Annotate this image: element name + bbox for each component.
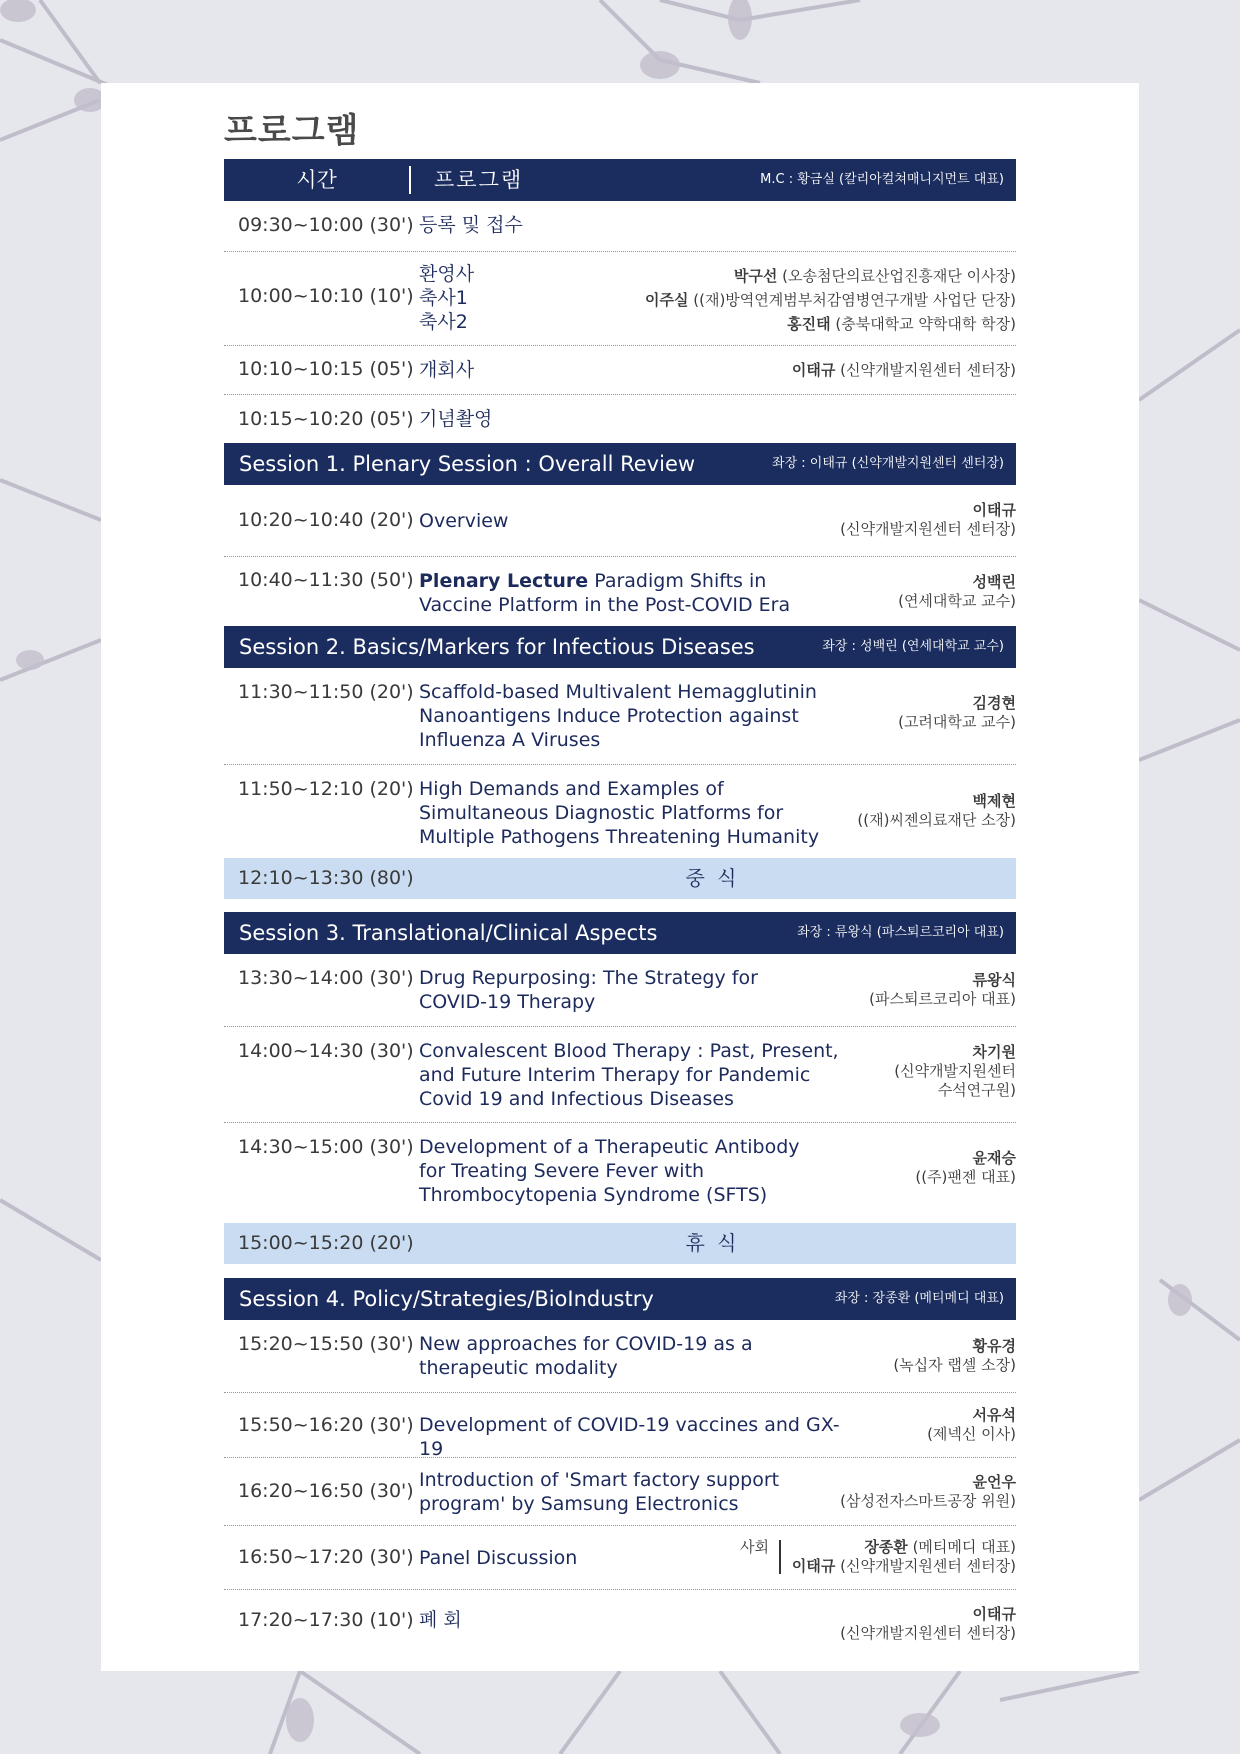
table-row — [224, 1123, 1016, 1219]
row-title: New approaches for COVID-19 as a therapeutic modality — [419, 1333, 753, 1379]
row-speaker — [876, 1043, 1016, 1100]
congrats-line-1: 축사1 — [419, 287, 468, 309]
speaker-name: 이태규 — [972, 501, 1016, 519]
row-time: 10:20~10:40 (20') — [238, 509, 414, 531]
speaker-org: (제넥신 이사) — [927, 1425, 1016, 1443]
row-time: 15:20~15:50 (30') — [238, 1333, 414, 1355]
panel-speakers — [792, 1538, 1016, 1576]
row-time: 09:30~10:00 (30') — [238, 214, 414, 236]
table-row — [224, 346, 1016, 395]
break-label: 휴 식 — [685, 1231, 740, 1255]
row-title: 기념촬영 — [419, 408, 493, 430]
row-time: 11:50~12:10 (20') — [238, 778, 414, 800]
row-speaker — [893, 1337, 1016, 1375]
speaker-org: ((주)팬젠 대표) — [915, 1168, 1016, 1186]
row-time: 17:20~17:30 (10') — [238, 1609, 414, 1631]
panel-discussion-row — [224, 1526, 1016, 1590]
speaker-org: (신약개발지원센터 수석연구원) — [894, 1062, 1016, 1099]
session-4-bar — [224, 1278, 1016, 1320]
header-program: 프로그램 — [434, 168, 524, 192]
session-chair: 좌장 : 성백린 (연세대학교 교수) — [822, 639, 1004, 654]
row-time: 12:10~13:30 (80') — [238, 867, 414, 889]
lunch-break-row — [224, 858, 1016, 899]
session-chair: 좌장 : 장종환 (메티메디 대표) — [834, 1291, 1004, 1306]
row-title: Development of COVID-19 vaccines and GX-19 — [419, 1414, 840, 1460]
table-row — [224, 1027, 1016, 1123]
session-chair: 좌장 : 류왕식 (파스퇴르코리아 대표) — [797, 925, 1004, 940]
closing-row — [224, 1590, 1016, 1656]
table-row — [224, 765, 1016, 861]
speaker-name: 박구선 — [733, 267, 778, 285]
row-title: 개회사 — [419, 359, 475, 381]
row-speaker — [869, 971, 1016, 1009]
row-time: 10:40~11:30 (50') — [238, 569, 414, 591]
speaker-name: 서유석 — [972, 1406, 1016, 1424]
table-row — [224, 1320, 1016, 1393]
row-speaker — [927, 1406, 1016, 1444]
congrats-line-2: 축사2 — [419, 311, 468, 333]
session-chair: 좌장 : 이태규 (신약개발지원센터 센터장) — [772, 456, 1004, 471]
row-time: 13:30~14:00 (30') — [238, 967, 414, 989]
table-row — [224, 485, 1016, 557]
row-title: Overview — [419, 510, 509, 532]
speaker-org: (녹십자 랩셀 소장) — [893, 1356, 1016, 1374]
row-time: 14:30~15:00 (30') — [238, 1136, 414, 1158]
row-time: 10:15~10:20 (05') — [238, 408, 414, 430]
speaker-org: (신약개발지원센터 센터장) — [840, 1557, 1016, 1575]
speaker-org: (오송첨단의료산업진흥재단 이사장) — [782, 267, 1016, 285]
row-speaker — [840, 1605, 1016, 1643]
row-time: 16:50~17:20 (30') — [238, 1546, 414, 1568]
speaker-org: (메티메디 대표) — [912, 1538, 1016, 1556]
speaker-org: ((재)씨젠의료재단 소장) — [857, 811, 1016, 829]
table-row — [224, 252, 1016, 346]
welcome-line: 환영사 — [419, 263, 475, 285]
speaker-name: 성백린 — [972, 573, 1016, 591]
session-title: Session 4. Policy/Strategies/BioIndustry — [239, 1287, 654, 1311]
session-title: Session 1. Plenary Session : Overall Review — [239, 452, 696, 476]
table-row — [224, 201, 1016, 252]
session-2-bar — [224, 626, 1016, 668]
speaker-org: (고려대학교 교수) — [898, 713, 1016, 731]
speaker-org: (신약개발지원센터 센터장) — [840, 361, 1016, 379]
session-title: Session 3. Translational/Clinical Aspects — [239, 921, 658, 945]
speaker-name: 김경현 — [972, 694, 1016, 712]
speaker-org: (신약개발지원센터 센터장) — [840, 1624, 1016, 1642]
speaker-name: 이태규 — [972, 1605, 1016, 1623]
program-card — [101, 83, 1139, 1671]
row-time: 10:00~10:10 (10') — [238, 285, 414, 307]
row-speaker — [915, 1149, 1016, 1187]
row-title: High Demands and Examples of Simultaneous Diagnostic Platforms for Multiple Pathogens Threatening Humanity — [419, 778, 820, 848]
speaker-name: 이주실 — [644, 291, 689, 309]
row-time: 16:20~16:50 (30') — [238, 1480, 414, 1502]
speaker-name: 윤재승 — [972, 1149, 1016, 1167]
row-title: 폐 회 — [419, 1609, 462, 1631]
table-row — [224, 1393, 1016, 1458]
row-time: 15:50~16:20 (30') — [238, 1414, 414, 1436]
table-row — [224, 557, 1016, 623]
speaker-name: 차기원 — [972, 1043, 1016, 1061]
row-title — [419, 569, 839, 617]
plenary-label: Plenary Lecture — [419, 570, 589, 592]
row-time: 14:00~14:30 (30') — [238, 1040, 414, 1062]
table-row — [224, 395, 1016, 443]
header-mc: M.C : 황금실 (칼리아컬쳐매니지먼트 대표) — [760, 172, 1004, 187]
plenary-title: Paradigm Shifts in Vaccine Platform in the Post-COVID Era — [419, 570, 791, 616]
speaker-org: ((재)방역연계범부처감염병연구개발 사업단 단장) — [693, 291, 1016, 309]
row-speakers — [645, 264, 1016, 336]
speaker-org: (삼성전자스마트공장 위원) — [840, 1492, 1016, 1510]
session-3-bar — [224, 912, 1016, 954]
speaker-org: (신약개발지원센터 센터장) — [840, 520, 1016, 538]
row-title: Panel Discussion — [419, 1547, 578, 1569]
table-row — [224, 1458, 1016, 1526]
row-title: Introduction of 'Smart factory support program' by Samsung Electronics — [419, 1469, 780, 1515]
speaker-name: 홍진태 — [787, 315, 831, 333]
panel-separator — [779, 1540, 781, 1574]
row-time: 10:10~10:15 (05') — [238, 358, 414, 380]
table-header — [224, 159, 1016, 201]
speaker-name: 류왕식 — [972, 971, 1016, 989]
speaker-org: (파스퇴르코리아 대표) — [869, 990, 1016, 1008]
panel-moderator-label: 사회 — [740, 1538, 769, 1556]
row-speaker — [898, 573, 1016, 611]
speaker-org: (충북대학교 약학대학 학장) — [835, 315, 1016, 333]
row-speaker — [898, 694, 1016, 732]
page-title: 프로그램 — [224, 111, 360, 151]
table-row — [224, 954, 1016, 1027]
row-speakers — [792, 361, 1016, 380]
break-label: 중 식 — [685, 866, 740, 890]
header-separator — [409, 166, 411, 194]
session-title: Session 2. Basics/Markers for Infectious Diseases — [239, 635, 755, 659]
row-speaker — [840, 1473, 1016, 1511]
row-speaker — [840, 501, 1016, 539]
row-speaker — [857, 792, 1016, 830]
header-time: 시간 — [296, 168, 337, 192]
row-time: 11:30~11:50 (20') — [238, 681, 414, 703]
row-title: 등록 및 접수 — [419, 214, 523, 236]
speaker-name: 황유경 — [972, 1337, 1016, 1355]
speaker-org: (연세대학교 교수) — [898, 592, 1016, 610]
speaker-name: 윤언우 — [972, 1473, 1016, 1491]
row-title: Scaffold-based Multivalent Hemagglutinin Nanoantigens Induce Protection against Influenza A Viruses — [419, 681, 817, 751]
speaker-name: 장종환 — [864, 1538, 908, 1556]
speaker-name: 이태규 — [791, 1557, 836, 1575]
table-row — [224, 668, 1016, 765]
speaker-name: 백제현 — [972, 792, 1016, 810]
row-title: Drug Repurposing: The Strategy for COVID-19 Therapy — [419, 967, 758, 1013]
row-time: 15:00~15:20 (20') — [238, 1232, 414, 1254]
session-1-bar — [224, 443, 1016, 485]
row-title: Convalescent Blood Therapy : Past, Present, and Future Interim Therapy for Pandemic Covid 19 and Infectious Diseases — [419, 1040, 839, 1110]
speaker-name: 이태규 — [791, 361, 836, 379]
rest-break-row — [224, 1223, 1016, 1264]
row-title: Development of a Therapeutic Antibody for Treating Severe Fever with Thrombocytopenia Syndrome (SFTS) — [419, 1136, 800, 1206]
